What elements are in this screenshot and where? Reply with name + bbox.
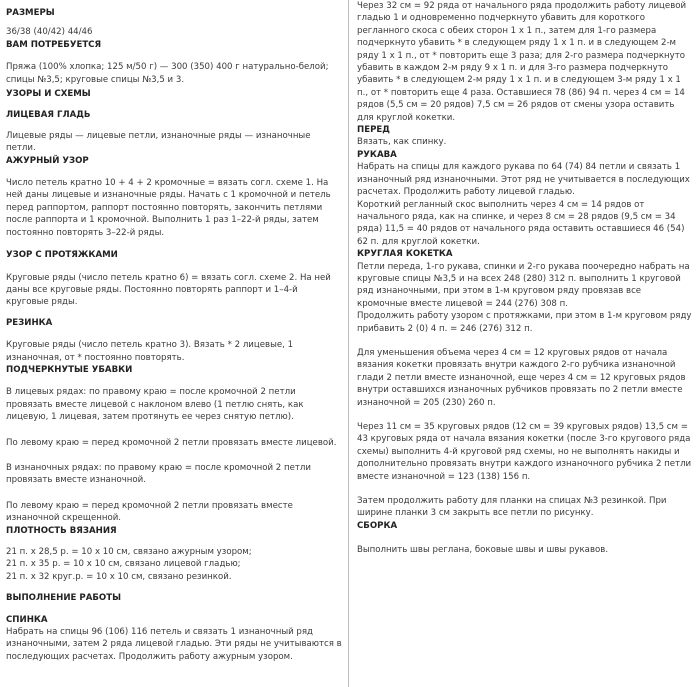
section-heading: ВАМ ПОТРЕБУЕТСЯ [6,39,102,50]
section-heading: РЕЗИНКА [6,317,53,328]
paragraph: Через 11 см = 35 круговых рядов (12 см = 39 круговых рядов) 13,5 см = 43 круговых ряда от начала вязания кокетки (после 3-го кругового ряда схемы) выполнить 4-й круговой ряд схемы, но не выполнять накиды и дополнительно провязать внутри каждого изнаночного рубчика 2 петли вместе изнаночной = 123 (138) 156 п. [357,422,692,482]
section-heading: АЖУРНЫЙ УЗОР [6,155,89,166]
paragraph: Короткий регланный скос выполнить через 4 см = 14 рядов от начального ряда, как на спинке, и через 8 см = 28 рядов (9,5 см = 34 ряда) 11,5 = 40 рядов от начального ряда оставить оставшиеся 46 (54) 62 п. для круглой кокетки. [357,199,685,247]
section-heading: СБОРКА [357,520,398,531]
paragraph: Лицевые ряды — лицевые петли, изнаночные ряды — изнаночные петли. [6,130,311,154]
paragraph: 36/38 (40/42) 44/46 [6,27,93,38]
section-heading: ПЕРЕД [357,125,390,136]
section-heading: УЗОРЫ И СХЕМЫ [6,89,91,100]
paragraph: Набрать на спицы 96 (106) 116 петель и связать 1 изнаночный ряд изнаночными, затем 2 ряда лицевой гладью. Эти ряды не учитываются в последующих расчетах. Продолжить работу ажурным узором. [6,627,342,662]
paragraph: Пряжа (100% хлопка; 125 м/50 г) — 300 (350) 400 г натурально-белой; спицы №3,5; круговые спицы №3,5 и 3. [6,62,329,85]
section-heading: КРУГЛАЯ КОКЕТКА [357,249,453,260]
paragraph: По левому краю = перед кромочной 2 петли провязать вместе лицевой. [6,437,337,448]
paragraph: Число петель кратно 10 + 4 + 2 кромочные = вязать согл. схеме 1. На ней даны лицевые и изнаночные ряды. Начать с 1 кромочной и петель перед раппортом, раппорт постоянно повторять, закончить петлями после раппорта и 1 кромочной. Выполнить 1 раз 1–22-й ряды, затем постоянно повторять 3–22-й ряды. [6,178,331,238]
paragraph: Для уменьшения объема через 4 см = 12 круговых рядов от начала вязания кокетки провязать внутри каждого 2-го рубчика изнаночной глади 2 петли вместе изнаночной, еще через 4 см = 12 круговых рядов внутри оставшихся изнаночных рубчиков провязать по 2 петли вместе изнаночной = 205 (230) 260 п. [357,347,686,408]
section-heading: ПЛОТНОСТЬ ВЯЗАНИЯ [6,525,117,536]
left-column [6,0,342,663]
paragraph: Набрать на спицы для каждого рукава по 64 (74) 84 петли и связать 1 изнаночный ряд изнаночными. Этот ряд не учитывается в последующих расчетах. Продолжить работу лицевой гладью. [357,162,690,198]
section-heading: РУКАВА [357,149,397,160]
paragraph: Продолжить работу узором с протяжками, при этом в 1-м круговом ряду прибавить 2 (0) 4 п. = 246 (276) 312 п. [357,311,692,334]
section-heading: УЗОР С ПРОТЯЖКАМИ [6,250,118,261]
paragraph: Через 32 см = 92 ряда от начального ряда продолжить работу лицевой гладью 1 и одновременно подчеркнуто убавить для короткого регланного скоса с обеих сторон 1 х 1 п., затем для 1-го размера подчеркнуто убавить * в следующем ряду 1 х 1 п. и в следующем 2-м ряду 1 х 1 п., от * повторить еще 3 раза; для 2-го размера подчеркнуто убавить в каждом 2-м ряду 9 х 1 п. и для 3-го размера подчеркнуто убавить * в следующем 2-м ряду 1 х 1 п. и в следующем 3-м ряду 1 х 1 п., от * повторить еще 4 раза. Оставшиеся 78 (86) 94 п. через 4 см = 14 рядов (5,5 см = 20 рядов) 7,5 см = 26 рядов от смены узора оставить для круглой кокетки. [357,1,687,123]
paragraph: Выполнить швы реглана, боковые швы и швы рукавов. [357,545,609,556]
paragraph: Затем продолжить работу для планки на спицах №3 резинкой. При ширине планки 3 см закрыть все петли по рисунку. [357,496,667,519]
right-column [357,0,693,557]
column-divider [348,0,349,687]
section-heading: ПОДЧЕРКНУТЫЕ УБАВКИ [6,364,133,375]
paragraph: Вязать, как спинку. [357,137,447,148]
paragraph: Круговые ряды (число петель кратно 6) = вязать согл. схеме 2. На ней даны все круговые ряды. Постоянно повторять раппорт и 1–4-й круговые ряды. [6,272,331,308]
paragraph: В лицевых рядах: по правому краю = после кромочной 2 петли провязать вместе лицевой с наклоном влево (1 петлю снять, как лицевую, 1 лицевая, затем протянуть ее через снятую петлю). [6,387,304,423]
paragraph: Петли переда, 1-го рукава, спинки и 2-го рукава поочередно набрать на круговые спицы №3,5 и на всех 248 (280) 312 п. выполнить 1 круговой ряд изнаночными, при этом в 1-м круговом ряду провязав все кромочные вместе лицевой = 244 (276) 308 п. [357,261,690,309]
section-heading: РАЗМЕРЫ [6,8,55,18]
section-heading: ВЫПОЛНЕНИЕ РАБОТЫ [6,593,121,604]
paragraph: В изнаночных рядах: по правому краю = после кромочной 2 петли провязать вместе изнаночной. [6,462,311,486]
paragraph: Круговые ряды (число петель кратно 3). Вязать * 2 лицевые, 1 изнаночная, от * постоянно повторять. [6,340,294,363]
paragraph: 21 п. х 28,5 р. = 10 х 10 см, связано ажурным узором; 21 п. х 35 р. = 10 х 10 см, связано лицевой гладью; 21 п. х 32 круг.р. = 10 х 10 см, связано резинкой. [6,547,252,582]
section-heading: ЛИЦЕВАЯ ГЛАДЬ [6,110,91,121]
section-heading: СПИНКА [6,614,48,625]
paragraph: По левому краю = перед кромочной 2 петли провязать вместе изнаночной скрещенной. [6,500,293,524]
